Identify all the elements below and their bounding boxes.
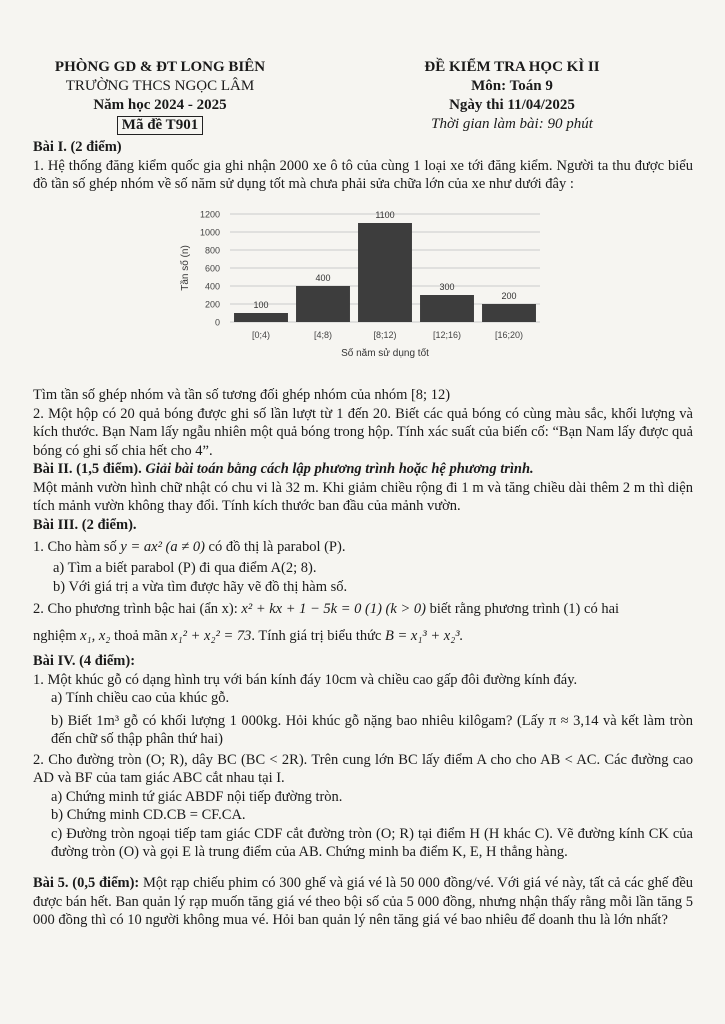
bai3-q2-ask: B = x₁³ + x₂³. [385,627,464,644]
department-name: PHÒNG GD & ĐT LONG BIÊN [54,59,266,75]
y-tick-label: 0 [214,317,220,328]
x-tick-label: [12;16) [432,330,462,340]
bai3-q2-cond: x₁² + x₂² = 73 [171,627,252,644]
bai4-q2b: b) Chứng minh CD.CB = CF.CA. [51,807,246,823]
bar [234,313,288,322]
exam-duration: Thời gian làm bài: 90 phút [431,116,593,132]
bai3-q2-line2-pre: nghiệm [33,627,77,644]
y-tick-label: 1000 [199,227,220,238]
bai1-title: Bài I. (2 điểm) [33,139,122,155]
x-tick-label: [0;4) [251,330,271,340]
bar [296,286,350,322]
bai3-q1b: b) Với giá trị a vừa tìm được hãy vẽ đồ thị hàm số. [53,578,348,595]
y-tick-label: 400 [204,281,220,292]
bar-value-label: 100 [253,300,269,310]
bai4-q1b: b) Biết 1m³ gỗ có khối lượng 1 000kg. Hỏi khúc gỗ nặng bao nhiêu kilôgam? (Lấy π ≈ 3,14 và kết làm tròn đến chữ số thập phân thứ hai) [51,712,693,747]
bai3-q1a: a) Tìm a biết parabol (P) đi qua điểm A(2; 8). [53,560,317,576]
bai3-q2-cond-pre: thoả mãn [113,627,168,644]
x-tick-label: [4;8) [313,330,333,340]
bai3-q2-pre: 2. Cho phương trình bậc hai (ẩn x): [33,601,238,617]
header-right [392,58,632,134]
bai1-q1-ask: Tìm tần số ghép nhóm và tần số tương đối ghép nhóm của nhóm [8; 12) [33,387,451,403]
x-axis-label: Số năm sử dụng tốt [341,348,429,359]
x-tick-label: [16;20) [494,330,524,340]
y-tick-label: 600 [204,263,220,274]
y-tick-label: 200 [204,299,220,310]
bar [420,295,474,322]
bai2-text: Một mảnh vườn hình chữ nhật có chu vi là 32 m. Khi giảm chiều rộng đi 1 m và tăng chiều dài thêm 2 m thì diện tích mảnh vườn không thay đổi. Tính kích thước ban đầu của mảnh vườn. [33,479,693,514]
bar-value-label: 400 [315,273,331,283]
bai5-section [33,874,693,930]
y-tick-label: 800 [204,245,220,256]
bai3-title: Bài III. (2 điểm). [33,517,137,533]
bai4-q1: 1. Một khúc gỗ có dạng hình trụ với bán kính đáy 10cm và chiều cao gấp đôi đường kính đáy. [33,671,578,688]
bai3-q2-ask-pre: . Tính giá trị biểu thức [251,627,382,644]
bar-value-label: 200 [501,291,517,301]
y-axis-label: Tần số (n) [180,245,191,291]
bai3-q2-roots: x₁, x₂ [80,627,111,644]
bai1-section [33,138,693,194]
bai5-title: Bài 5. (0,5 điểm): [33,875,140,891]
school-year: Năm học 2024 - 2025 [93,97,227,113]
bai4-section [33,652,693,862]
bai3-q2-formula: x² + kx + 1 − 5k = 0 (1) (k > 0) [241,601,426,617]
exam-title: ĐỀ KIỂM TRA HỌC KÌ II [424,59,600,75]
bai4-q2: 2. Cho đường tròn (O; R), dây BC (BC < 2R). Trên cung lớn BC lấy điểm A cho cho AB < AC. Các đường cao AD và BF của tam giác ABC cắt nhau tại I. [33,751,693,786]
x-tick-label: [8;12) [373,330,397,340]
bai2-title: Bài II. (1,5 điểm). [33,461,142,477]
bai3-q2-post: biết rằng phương trình (1) có hai [429,601,620,617]
bai1-q2: 2. Một hộp có 20 quả bóng được ghi số lần lượt từ 1 đến 20. Biết các quả bóng có cùng màu sắc, khối lượng và kích thước. Bạn Nam lấy ngẫu nhiên một quả bóng trong hộp. Tính xác suất của biến cố: “Bạn Nam lấy được quả bóng có ghi số chia hết cho 4”. [33,405,693,459]
bai3-q1-pre: 1. Cho hàm số [33,538,117,555]
bar-value-label: 1100 [375,210,395,220]
bai3-q1-formula: y = ax² (a ≠ 0) [120,538,205,555]
bar-value-label: 300 [439,282,455,292]
bai3-section [33,516,693,645]
header-left [30,58,290,135]
exam-code-box: Mã đề T901 [117,116,203,135]
bai2-subtitle: Giải bài toán bằng cách lập phương trình hoặc hệ phương trình. [145,461,534,477]
bai1-part2 [33,386,693,460]
bai4-q1a: a) Tính chiều cao của khúc gỗ. [51,690,230,706]
school-name: TRƯỜNG THCS NGỌC LÂM [65,78,255,94]
chart-svg [168,194,548,374]
bai3-q1-post: có đồ thị là parabol (P). [208,538,346,555]
bai1-q1: 1. Hệ thống đăng kiểm quốc gia ghi nhận 2000 xe ô tô của cùng 1 loại xe tới đăng kiểm. Người ta thu được biểu đồ tần số ghép nhóm về số năm sử dụng tốt mà chưa phải sửa chữa lớn của xe như dưới đây : [33,157,693,192]
bar [482,304,536,322]
frequency-bar-chart [168,194,548,374]
bai5-text: Một rạp chiếu phim có 300 ghế và giá vé là 50 000 đồng/vé. Với giá vé này, tất cả các ghế đều được bán hết. Ban quản lý rạp muốn tăng giá vé theo bội số của 5 000 đồng, nhưng nhận thấy rằng mỗi lần tăng 5 000 đồng thì có 10 người không mua vé. Hỏi ban quản lý nên tăng giá vé bao nhiêu để doanh thu là lớn nhất? [33,875,694,928]
bai4-title: Bài IV. (4 điểm): [33,653,136,669]
exam-subject: Môn: Toán 9 [471,78,553,94]
bai4-q2a: a) Chứng minh tứ giác ABDF nội tiếp đường tròn. [51,788,343,805]
bai2-section [33,460,693,516]
exam-date: Ngày thi 11/04/2025 [449,97,575,113]
bai4-q2c: c) Đường tròn ngoại tiếp tam giác CDF cắt đường tròn (O; R) tại điểm H (H khác C). Vẽ đường kính CK của đường tròn (O) và gọi E là trung điểm của AB. Chứng minh ba điểm K, E, H thẳng hàng. [51,825,693,860]
y-tick-label: 1200 [199,209,220,220]
bar [358,223,412,322]
